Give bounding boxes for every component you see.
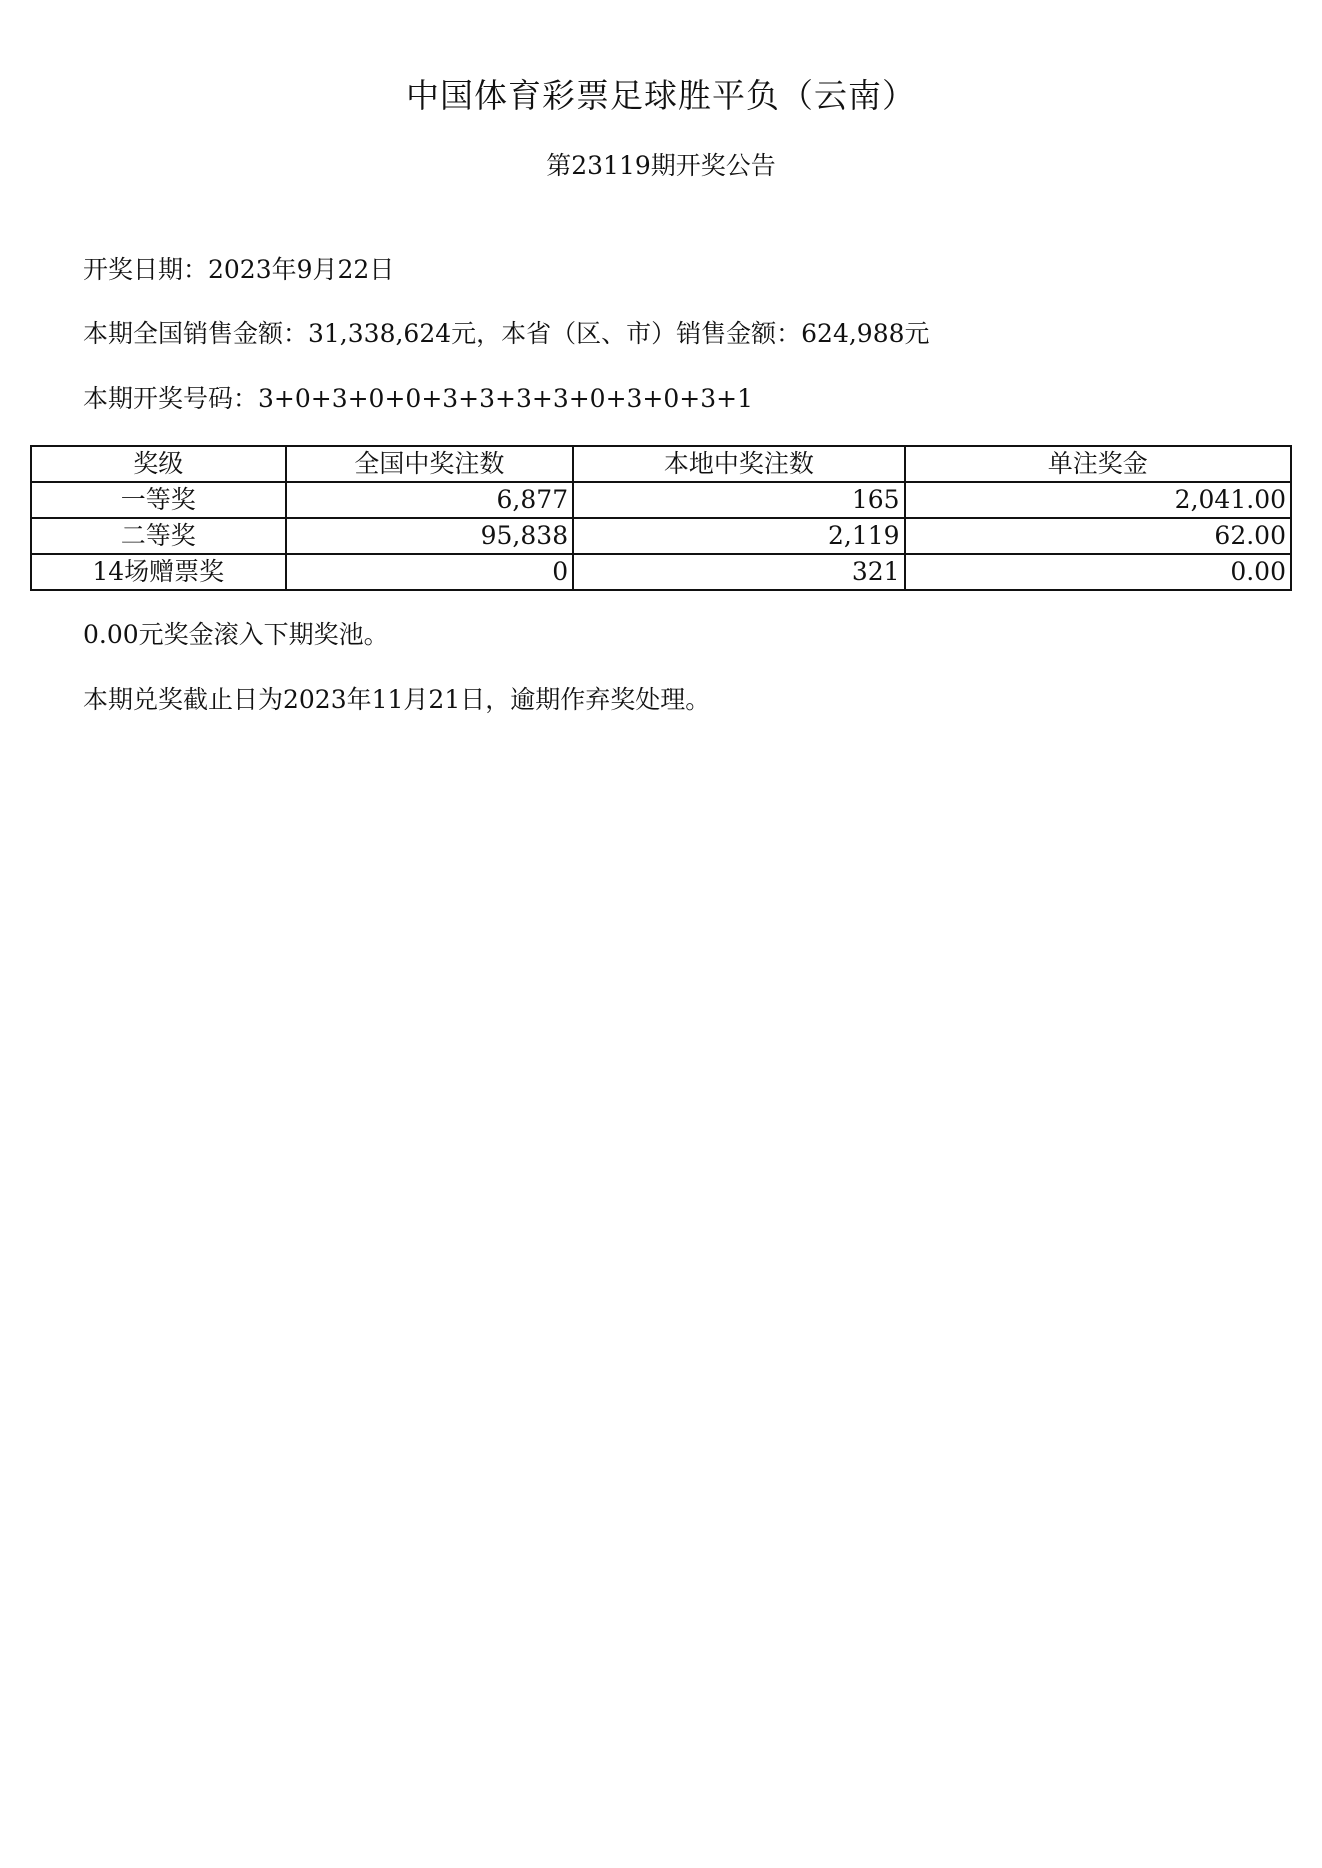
national-winners-cell: 95,838 [286, 518, 574, 554]
header-national-winners: 全国中奖注数 [286, 446, 574, 482]
header-local-winners: 本地中奖注数 [573, 446, 904, 482]
prize-amount-cell: 62.00 [905, 518, 1291, 554]
prize-level-cell: 一等奖 [31, 482, 286, 518]
header-prize-per-bet: 单注奖金 [905, 446, 1291, 482]
draw-announcement-subtitle: 第23119期开奖公告 [546, 151, 776, 180]
local-winners-cell: 165 [573, 482, 904, 518]
national-winners-cell: 6,877 [286, 482, 574, 518]
table-row [31, 554, 1291, 590]
claim-deadline-note: 本期兑奖截止日为2023年11月21日，逾期作弃奖处理。 [83, 685, 711, 714]
local-winners-cell: 321 [573, 554, 904, 590]
table-row [31, 518, 1291, 554]
prize-amount-cell: 2,041.00 [905, 482, 1291, 518]
page-title: 中国体育彩票足球胜平负（云南） [406, 76, 916, 115]
prize-amount-cell: 0.00 [905, 554, 1291, 590]
winning-numbers: 本期开奖号码：3+0+3+0+0+3+3+3+3+0+3+0+3+1 [83, 384, 753, 413]
rollover-note: 0.00元奖金滚入下期奖池。 [83, 620, 389, 649]
prize-level-cell: 14场赠票奖 [31, 554, 286, 590]
national-winners-cell: 0 [286, 554, 574, 590]
prize-table [30, 445, 1292, 591]
header-prize-level: 奖级 [31, 446, 286, 482]
table-header-row [31, 446, 1291, 482]
draw-date: 开奖日期：2023年9月22日 [83, 255, 395, 284]
local-winners-cell: 2,119 [573, 518, 904, 554]
table-row [31, 482, 1291, 518]
sales-amount: 本期全国销售金额：31,338,624元，本省（区、市）销售金额：624,988元 [83, 319, 930, 348]
prize-level-cell: 二等奖 [31, 518, 286, 554]
